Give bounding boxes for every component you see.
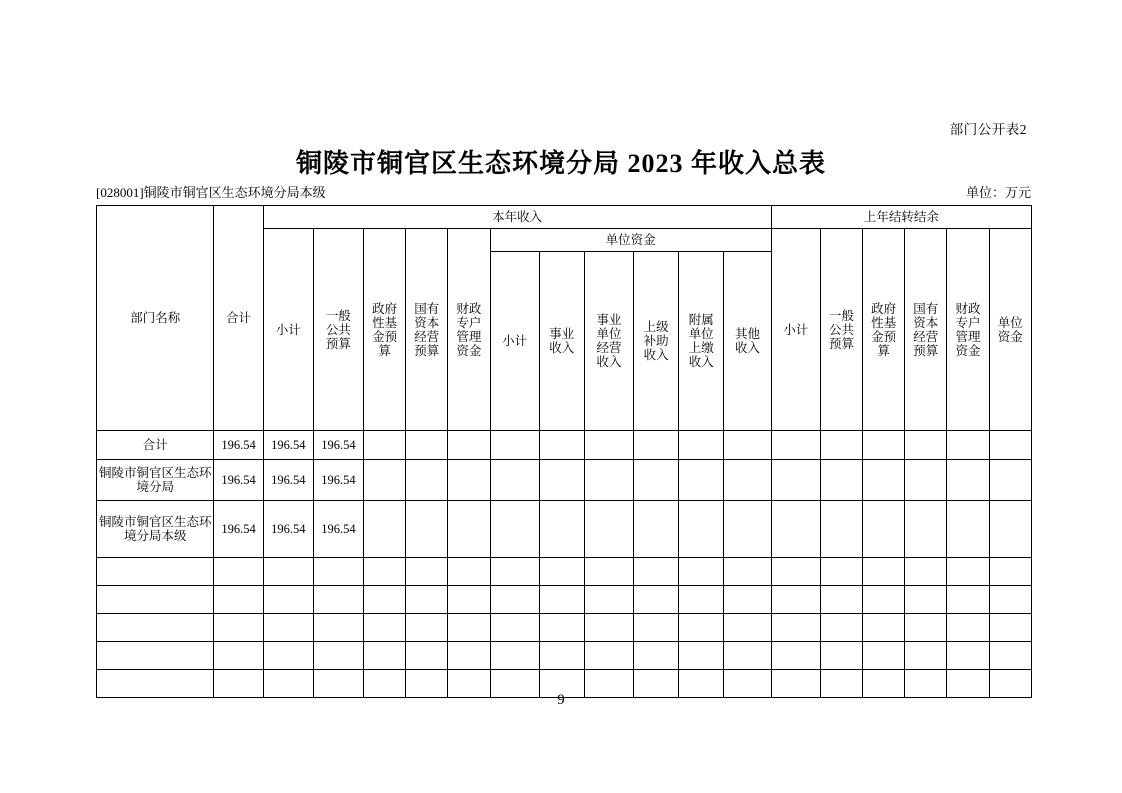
cell-cy-subtotal: 196.54: [263, 501, 313, 558]
row-name: 合计: [97, 431, 214, 460]
col-unit-superior-subsidy: [634, 252, 679, 431]
cell-cy-fiscal-special-account: [448, 558, 490, 586]
cell-cy-gov-fund-budget: [364, 614, 406, 642]
cell-ly-gov-fund-budget: [863, 460, 905, 501]
cell-ly-state-capital-operation: [905, 642, 947, 670]
cell-unit-business-operating-income: [584, 501, 633, 558]
cell-cy-fiscal-special-account: [448, 431, 490, 460]
cell-cy-gov-fund-budget: [364, 431, 406, 460]
cell-total: 196.54: [214, 431, 263, 460]
cell-total: 196.54: [214, 460, 263, 501]
cell-unit-business-operating-income: [584, 558, 633, 586]
col-dept-name: 部门名称: [97, 206, 214, 431]
cell-total: [214, 586, 263, 614]
col-cy-general-public-budget-label: 一般公共预算: [325, 308, 351, 351]
col-unit-subtotal: [490, 252, 539, 431]
cell-unit-subtotal: [490, 614, 539, 642]
col-unit-business-income-label: 事业收入: [549, 327, 575, 355]
cell-unit-business-operating-income: [584, 460, 633, 501]
row-name: [97, 558, 214, 586]
col-unit-other-income: [724, 252, 771, 431]
cell-unit-superior-subsidy: [634, 501, 679, 558]
col-cy-state-capital-operation: [406, 229, 448, 431]
form-number-note: 部门公开表2: [949, 122, 1027, 137]
cell-cy-subtotal: 196.54: [263, 460, 313, 501]
cell-unit-other-income: [724, 558, 771, 586]
col-ly-gov-fund-budget-label: 政府性基金预算: [871, 301, 897, 358]
cell-ly-general-public-budget: [820, 586, 862, 614]
cell-cy-general-public-budget: [313, 614, 363, 642]
cell-ly-subtotal: [771, 614, 820, 642]
cell-unit-superior-subsidy: [634, 558, 679, 586]
cell-unit-superior-subsidy: [634, 642, 679, 670]
page-title: 铜陵市铜官区生态环境分局 2023 年收入总表: [295, 149, 826, 178]
col-cy-subtotal-label: 小计: [275, 322, 301, 337]
cell-total: 196.54: [214, 501, 263, 558]
cell-ly-state-capital-operation: [905, 460, 947, 501]
col-ly-gov-fund-budget: [863, 229, 905, 431]
row-name: [97, 614, 214, 642]
cell-cy-general-public-budget: 196.54: [313, 431, 363, 460]
cell-cy-fiscal-special-account: [448, 586, 490, 614]
cell-cy-state-capital-operation: [406, 642, 448, 670]
col-cy-state-capital-operation-label: 国有资本经营预算: [414, 301, 440, 358]
cell-cy-state-capital-operation: [406, 431, 448, 460]
cell-cy-fiscal-special-account: [448, 460, 490, 501]
cell-ly-gov-fund-budget: [863, 586, 905, 614]
cell-ly-gov-fund-budget: [863, 642, 905, 670]
col-unit-affiliated-upload-label: 附属单位上缴收入: [688, 313, 714, 369]
cell-unit-superior-subsidy: [634, 460, 679, 501]
col-cy-fiscal-special-account: [448, 229, 490, 431]
table-row: [97, 586, 1032, 614]
unit-label: 单位：万元: [965, 185, 1031, 200]
cell-unit-subtotal: [490, 642, 539, 670]
cell-cy-state-capital-operation: [406, 614, 448, 642]
cell-unit-other-income: [724, 501, 771, 558]
cell-cy-general-public-budget: 196.54: [313, 460, 363, 501]
cell-unit-business-operating-income: [584, 642, 633, 670]
cell-unit-other-income: [724, 431, 771, 460]
cell-cy-subtotal: [263, 642, 313, 670]
cell-unit-subtotal: [490, 431, 539, 460]
col-cy-gov-fund-budget-label: 政府性基金预算: [372, 301, 398, 358]
cell-cy-state-capital-operation: [406, 460, 448, 501]
cell-ly-general-public-budget: [820, 501, 862, 558]
cell-unit-affiliated-upload: [679, 586, 724, 614]
table-row: [97, 431, 1032, 460]
cell-ly-subtotal: [771, 558, 820, 586]
cell-unit-affiliated-upload: [679, 614, 724, 642]
cell-total: [214, 558, 263, 586]
table-row: [97, 460, 1032, 501]
cell-ly-subtotal: [771, 642, 820, 670]
col-ly-fiscal-special-account-label: 财政专户管理资金: [955, 301, 981, 358]
cell-ly-unit-funds: [989, 558, 1031, 586]
cell-cy-gov-fund-budget: [364, 501, 406, 558]
col-ly-general-public-budget-label: 一般公共预算: [828, 308, 854, 351]
cell-cy-state-capital-operation: [406, 586, 448, 614]
col-unit-business-income: [539, 252, 584, 431]
cell-ly-state-capital-operation: [905, 501, 947, 558]
cell-ly-fiscal-special-account: [947, 460, 989, 501]
cell-unit-subtotal: [490, 460, 539, 501]
cell-unit-subtotal: [490, 586, 539, 614]
col-ly-subtotal-label: 小计: [783, 322, 809, 337]
cell-ly-general-public-budget: [820, 460, 862, 501]
cell-unit-superior-subsidy: [634, 431, 679, 460]
cell-ly-general-public-budget: [820, 614, 862, 642]
cell-cy-general-public-budget: 196.54: [313, 501, 363, 558]
cell-ly-fiscal-special-account: [947, 614, 989, 642]
group-current-year-income: 本年收入: [263, 206, 771, 229]
cell-cy-state-capital-operation: [406, 501, 448, 558]
cell-cy-subtotal: [263, 586, 313, 614]
cell-ly-unit-funds: [989, 501, 1031, 558]
col-ly-fiscal-special-account: [947, 229, 989, 431]
cell-ly-unit-funds: [989, 586, 1031, 614]
cell-ly-fiscal-special-account: [947, 431, 989, 460]
cell-ly-state-capital-operation: [905, 431, 947, 460]
cell-ly-state-capital-operation: [905, 558, 947, 586]
cell-ly-subtotal: [771, 501, 820, 558]
cell-unit-business-operating-income: [584, 586, 633, 614]
cell-ly-fiscal-special-account: [947, 642, 989, 670]
col-unit-business-operating-income: [584, 252, 633, 431]
col-cy-general-public-budget: [313, 229, 363, 431]
cell-ly-subtotal: [771, 460, 820, 501]
col-ly-subtotal: [771, 229, 820, 431]
cell-ly-gov-fund-budget: [863, 431, 905, 460]
cell-unit-business-income: [539, 501, 584, 558]
income-summary-table: [96, 205, 1032, 698]
cell-cy-gov-fund-budget: [364, 586, 406, 614]
cell-unit-affiliated-upload: [679, 501, 724, 558]
col-ly-general-public-budget: [820, 229, 862, 431]
cell-cy-state-capital-operation: [406, 558, 448, 586]
cell-unit-subtotal: [490, 558, 539, 586]
cell-cy-gov-fund-budget: [364, 460, 406, 501]
cell-unit-affiliated-upload: [679, 558, 724, 586]
col-unit-business-operating-income-label: 事业单位经营收入: [596, 313, 622, 369]
cell-ly-fiscal-special-account: [947, 558, 989, 586]
col-ly-state-capital-operation: [905, 229, 947, 431]
cell-unit-other-income: [724, 460, 771, 501]
cell-cy-fiscal-special-account: [448, 614, 490, 642]
table-group-header-row: [97, 206, 1032, 229]
cell-unit-other-income: [724, 614, 771, 642]
cell-ly-state-capital-operation: [905, 614, 947, 642]
cell-ly-gov-fund-budget: [863, 614, 905, 642]
cell-unit-business-operating-income: [584, 614, 633, 642]
col-unit-affiliated-upload: [679, 252, 724, 431]
page-number: 9: [557, 692, 565, 708]
cell-cy-gov-fund-budget: [364, 558, 406, 586]
cell-total: [214, 642, 263, 670]
cell-unit-affiliated-upload: [679, 642, 724, 670]
cell-ly-unit-funds: [989, 642, 1031, 670]
col-unit-superior-subsidy-label: 上级补助收入: [643, 320, 669, 362]
cell-ly-state-capital-operation: [905, 586, 947, 614]
cell-cy-general-public-budget: [313, 586, 363, 614]
cell-cy-subtotal: [263, 558, 313, 586]
cell-ly-gov-fund-budget: [863, 558, 905, 586]
cell-cy-gov-fund-budget: [364, 642, 406, 670]
table-row: [97, 642, 1032, 670]
cell-unit-superior-subsidy: [634, 614, 679, 642]
cell-ly-unit-funds: [989, 431, 1031, 460]
cell-cy-fiscal-special-account: [448, 642, 490, 670]
col-ly-state-capital-operation-label: 国有资本经营预算: [913, 301, 939, 358]
cell-unit-business-income: [539, 614, 584, 642]
cell-unit-business-income: [539, 460, 584, 501]
cell-unit-superior-subsidy: [634, 586, 679, 614]
cell-unit-business-income: [539, 642, 584, 670]
cell-unit-affiliated-upload: [679, 460, 724, 501]
cell-ly-subtotal: [771, 431, 820, 460]
cell-cy-fiscal-special-account: [448, 501, 490, 558]
cell-cy-subtotal: [263, 614, 313, 642]
subheader: [96, 182, 1031, 201]
cell-cy-subtotal: 196.54: [263, 431, 313, 460]
row-name: [97, 642, 214, 670]
row-name: 铜陵市铜官区生态环境分局: [97, 460, 214, 501]
cell-total: [214, 614, 263, 642]
col-ly-unit-funds-label: 单位资金: [997, 315, 1023, 344]
cell-unit-subtotal: [490, 501, 539, 558]
col-cy-fiscal-special-account-label: 财政专户管理资金: [456, 301, 482, 358]
table-row: [97, 501, 1032, 558]
cell-unit-business-income: [539, 558, 584, 586]
table-row: [97, 614, 1032, 642]
cell-unit-business-income: [539, 431, 584, 460]
cell-cy-general-public-budget: [313, 642, 363, 670]
cell-ly-unit-funds: [989, 614, 1031, 642]
group-unit-funds: 单位资金: [490, 229, 771, 252]
cell-ly-fiscal-special-account: [947, 586, 989, 614]
cell-cy-general-public-budget: [313, 558, 363, 586]
cell-unit-other-income: [724, 586, 771, 614]
group-last-year-carryover: 上年结转结余: [771, 206, 1031, 229]
col-ly-unit-funds: [989, 229, 1031, 431]
col-unit-other-income-label: 其他收入: [735, 327, 761, 355]
row-name: 铜陵市铜官区生态环境分局本级: [97, 501, 214, 558]
table-row: [97, 558, 1032, 586]
subject-label: [028001]铜陵市铜官区生态环境分局本级: [96, 185, 326, 200]
cell-ly-subtotal: [771, 586, 820, 614]
cell-ly-general-public-budget: [820, 642, 862, 670]
cell-unit-business-income: [539, 586, 584, 614]
col-unit-subtotal-label: 小计: [502, 334, 528, 348]
cell-unit-business-operating-income: [584, 431, 633, 460]
cell-ly-fiscal-special-account: [947, 501, 989, 558]
col-total: 合计: [214, 206, 263, 431]
col-cy-gov-fund-budget: [364, 229, 406, 431]
row-name: [97, 586, 214, 614]
cell-unit-other-income: [724, 642, 771, 670]
col-cy-subtotal: [263, 229, 313, 431]
cell-ly-gov-fund-budget: [863, 501, 905, 558]
cell-ly-general-public-budget: [820, 558, 862, 586]
cell-ly-general-public-budget: [820, 431, 862, 460]
cell-ly-unit-funds: [989, 460, 1031, 501]
cell-unit-affiliated-upload: [679, 431, 724, 460]
